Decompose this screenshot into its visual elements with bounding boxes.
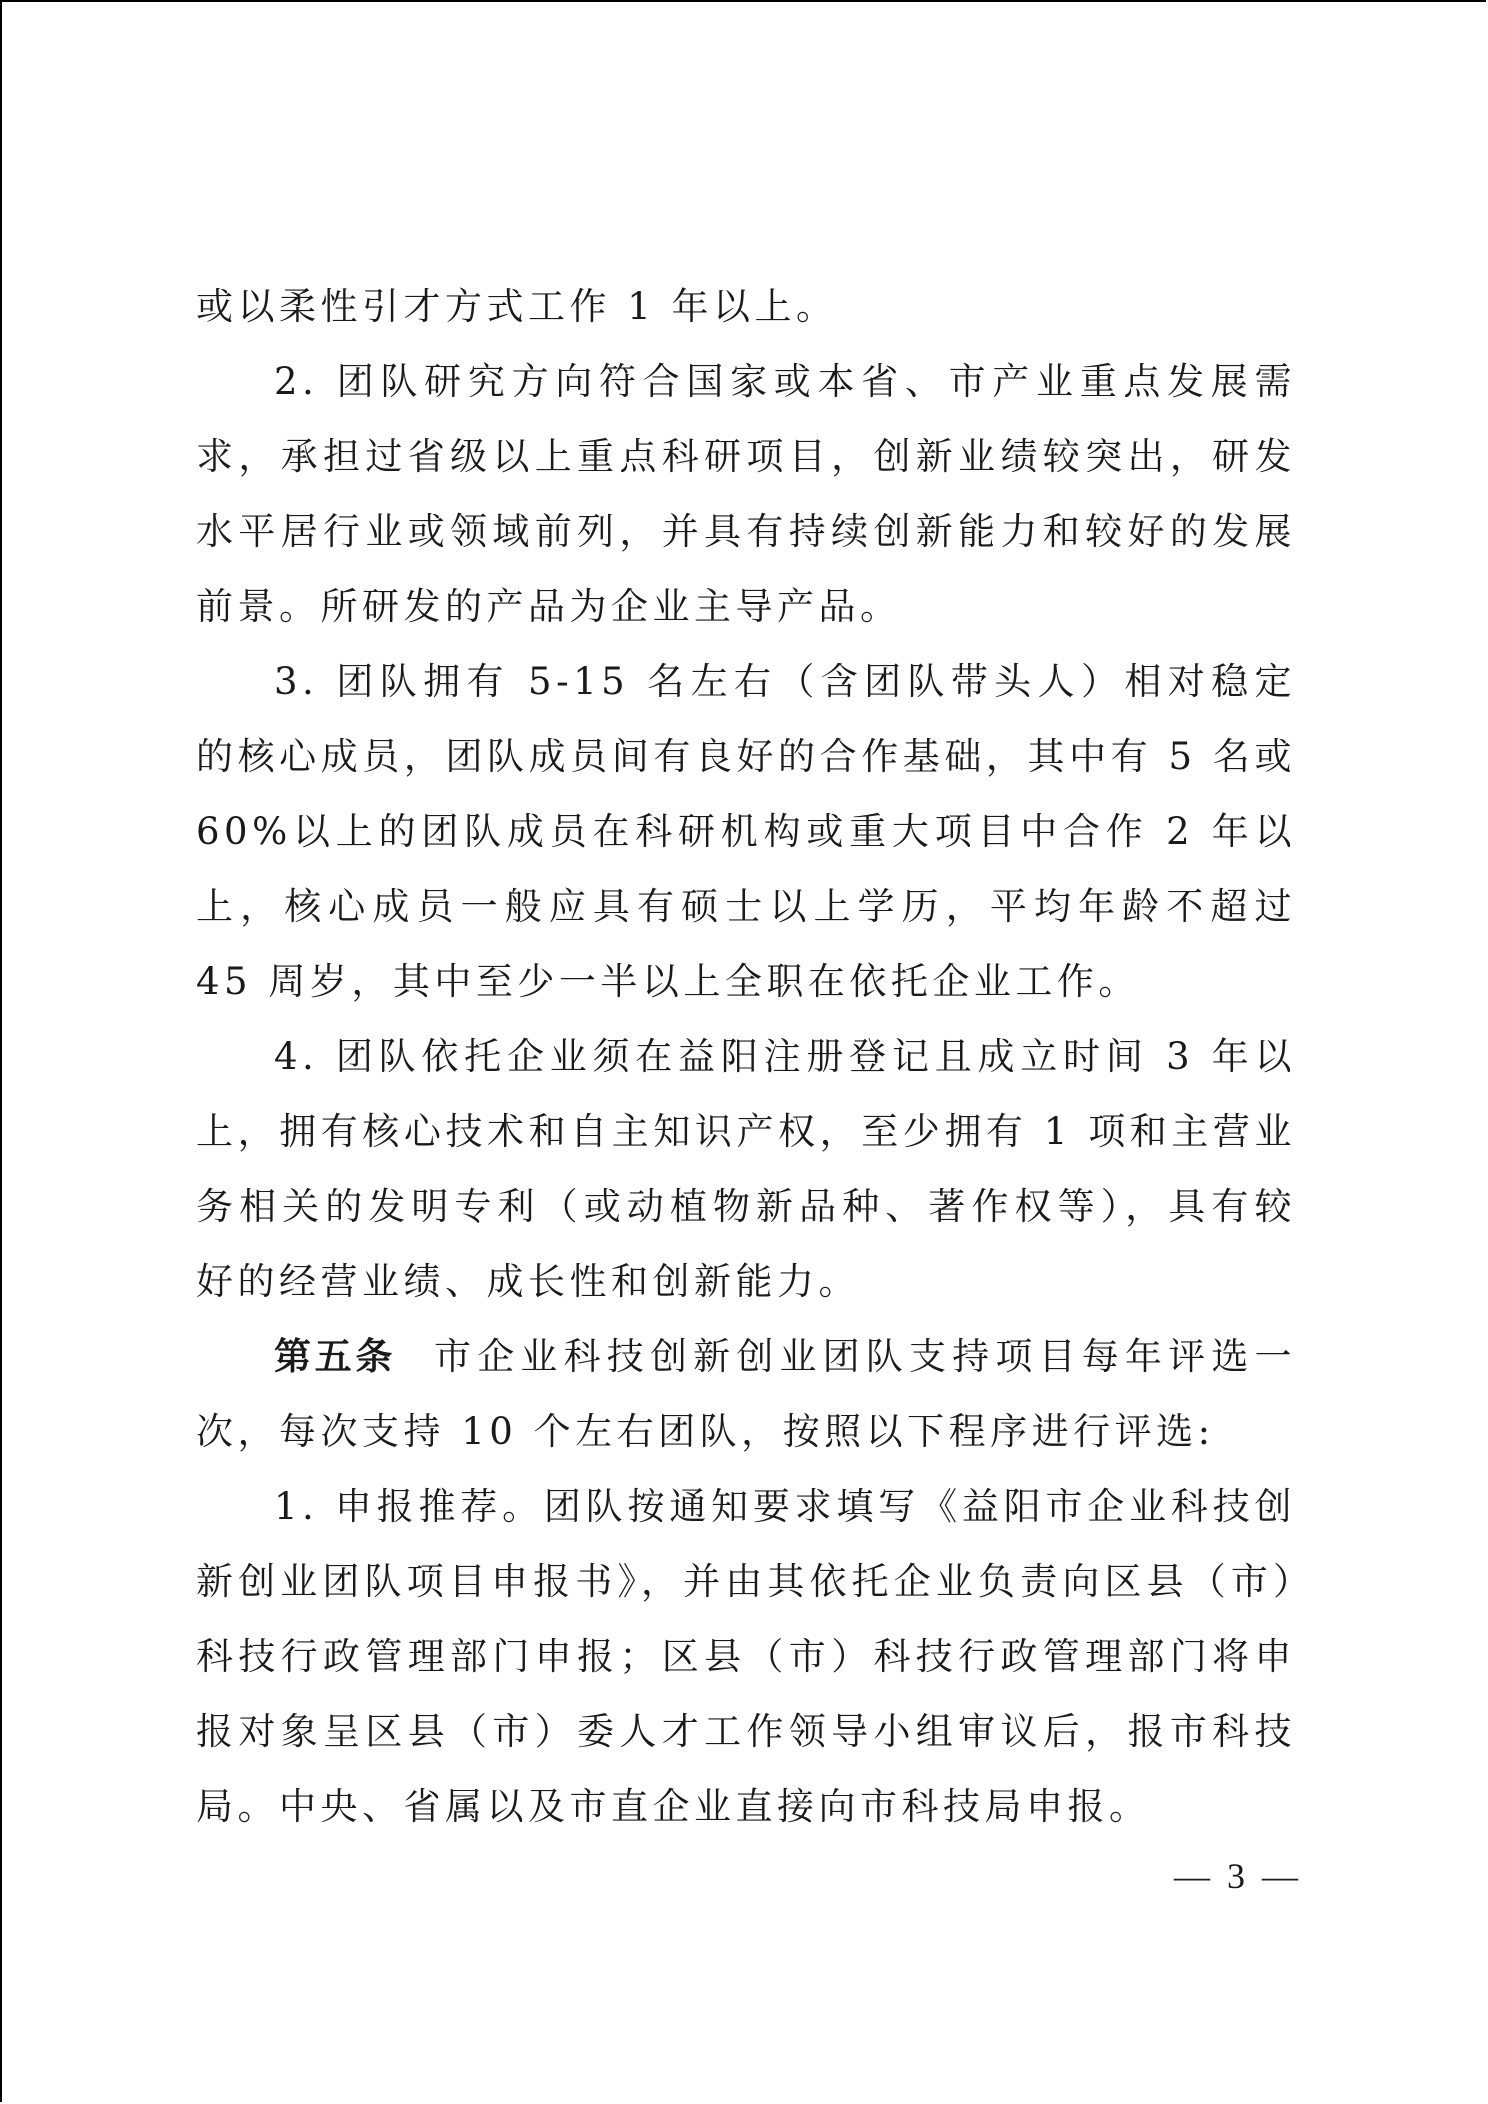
paragraph-item-2: 2. 团队研究方向符合国家或本省、市产业重点发展需求，承担过省级以上重点科研项目，创新业绩较突出，研发水平居行业或领域前列，并具有持续创新能力和较好的发展前景。所研发的产品为企业主导产品。 <box>196 360 1296 628</box>
paragraph-article-5 <box>196 1319 1296 1469</box>
paragraph-continuation: 或以柔性引才方式工作 1 年以上。 <box>196 285 838 328</box>
article-text: 市企业科技创新创业团队支持项目每年评选一次，每次支持 10 个左右团队，按照以下程序进行评选: <box>196 1335 1297 1453</box>
paragraph-procedure-1: 1. 申报推荐。团队按通知要求填写《益阳市企业科技创新创业团队项目申报书》，并由其依托企业负责向区县（市）科技行政管理部门申报；区县（市）科技行政管理部门将申报对象呈区县（市）委人才工作领导小组审议后，报市科技局。中央、省属以及市直企业直接向市科技局申报。 <box>196 1485 1296 1828</box>
paragraph-item-3: 3. 团队拥有 5-15 名左右（含团队带头人）相对稳定的核心成员，团队成员间有良好的合作基础，其中有 5 名或 60%以上的团队成员在科研机构或重大项目中合作 2 年以上，核心成员一般应具有硕士以上学历，平均年龄不超过 45 周岁，其中至少一半以上全职在依托企业工作。 <box>196 660 1296 1003</box>
article-number: 第五条 <box>274 1334 397 1378</box>
document-body <box>196 269 1296 1844</box>
paragraph-item-4: 4. 团队依托企业须在益阳注册登记且成立时间 3 年以上，拥有核心技术和自主知识产权，至少拥有 1 项和主营业务相关的发明专利（或动植物新品种、著作权等），具有较好的经营业绩、成长性和创新能力。 <box>196 1035 1296 1303</box>
page-number: — 3 — <box>1174 1856 1302 1896</box>
